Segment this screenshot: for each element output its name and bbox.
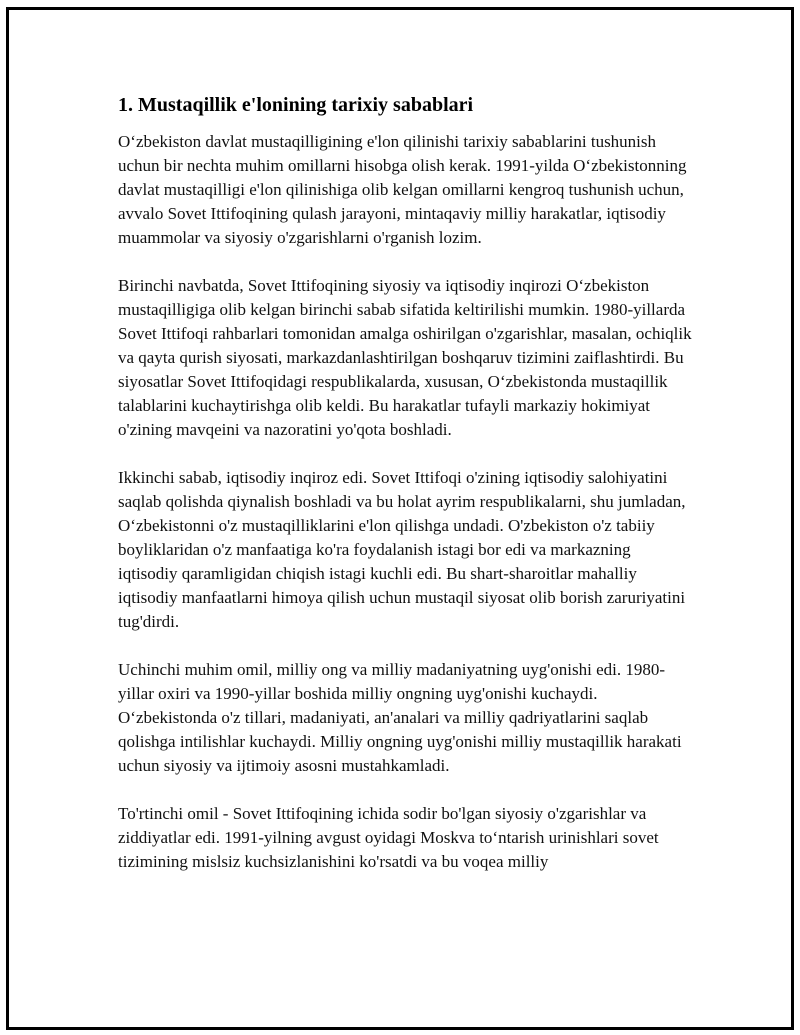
- paragraph-third-reason: Uchinchi muhim omil, milliy ong va milliy madaniyatning uyg'onishi edi. 1980-yillar oxiri va 1990-yillar boshida milliy ongning uyg'onishi kuchaydi. O‘zbekistonda o'z tillari, madaniyati, an'analari va milliy qadriyatlarini saqlab qolishga intilishlar kuchaydi. Milliy ongning uyg'onishi milliy mustaqillik harakati uchun siyosiy va ijtimoiy asosni mustahkamladi.: [118, 660, 682, 775]
- section-heading: 1. Mustaqillik e'lonining tarixiy sabablari: [118, 94, 474, 116]
- paragraph-second-reason: Ikkinchi sabab, iqtisodiy inqiroz edi. Sovet Ittifoqi o'zining iqtisodiy salohiyatini saqlab qolishda qiynalish boshladi va bu holat ayrim respublikalarni, shu jumladan, O‘zbekistonni o'z mustaqilliklarini e'lon qilishga undadi. O'zbekiston o'z tabiiy boyliklaridan o'z manfaatiga ko'ra foydalanish istagi bor edi va markazning iqtisodiy qaramligidan chiqish istagi kuchli edi. Bu shart-sharoitlar mahalliy iqtisodiy manfaatlarni himoya qilish uchun mustaqil siyosat olib borish zaruriyatini tug'dirdi.: [118, 468, 686, 631]
- paragraph-first-reason: Birinchi navbatda, Sovet Ittifoqining siyosiy va iqtisodiy inqirozi O‘zbekiston mustaqilligiga olib kelgan birinchi sabab sifatida keltirilishi mumkin. 1980-yillarda Sovet Ittifoqi rahbarlari tomonidan amalga oshirilgan o'zgarishlar, masalan, ochiqlik va qayta qurish siyosati, markazdanlashtirilgan boshqaruv tizimini zaiflashtirdi. Bu siyosatlar Sovet Ittifoqidagi respublikalarda, xususan, O‘zbekistonda mustaqillik talablarini kuchaytirishga olib keldi. Bu harakatlar tufayli markaziy hokimiyat o'zining mavqeini va nazoratini yo'qota boshladi.: [118, 276, 692, 439]
- paragraph-intro: O‘zbekiston davlat mustaqilligining e'lon qilinishi tarixiy sabablarini tushunish uchun bir nechta muhim omillarni hisobga olish kerak. 1991-yilda O‘zbekistonning davlat mustaqilligi e'lon qilinishiga olib kelgan omillarni kengroq tushunish uchun, avvalo Sovet Ittifoqining qulash jarayoni, mintaqaviy milliy harakatlar, iqtisodiy muammolar va siyosiy o'zgarishlarni o'rganish lozim.: [118, 132, 687, 247]
- paragraph-fourth-reason: To'rtinchi omil - Sovet Ittifoqining ichida sodir bo'lgan siyosiy o'zgarishlar va ziddiyatlar edi. 1991-yilning avgust oyidagi Moskva to‘ntarish urinishlari sovet tizimining mislsiz kuchsizlanishini ko'rsatdi va bu voqea milliy: [118, 804, 659, 871]
- document-body: [118, 91, 693, 898]
